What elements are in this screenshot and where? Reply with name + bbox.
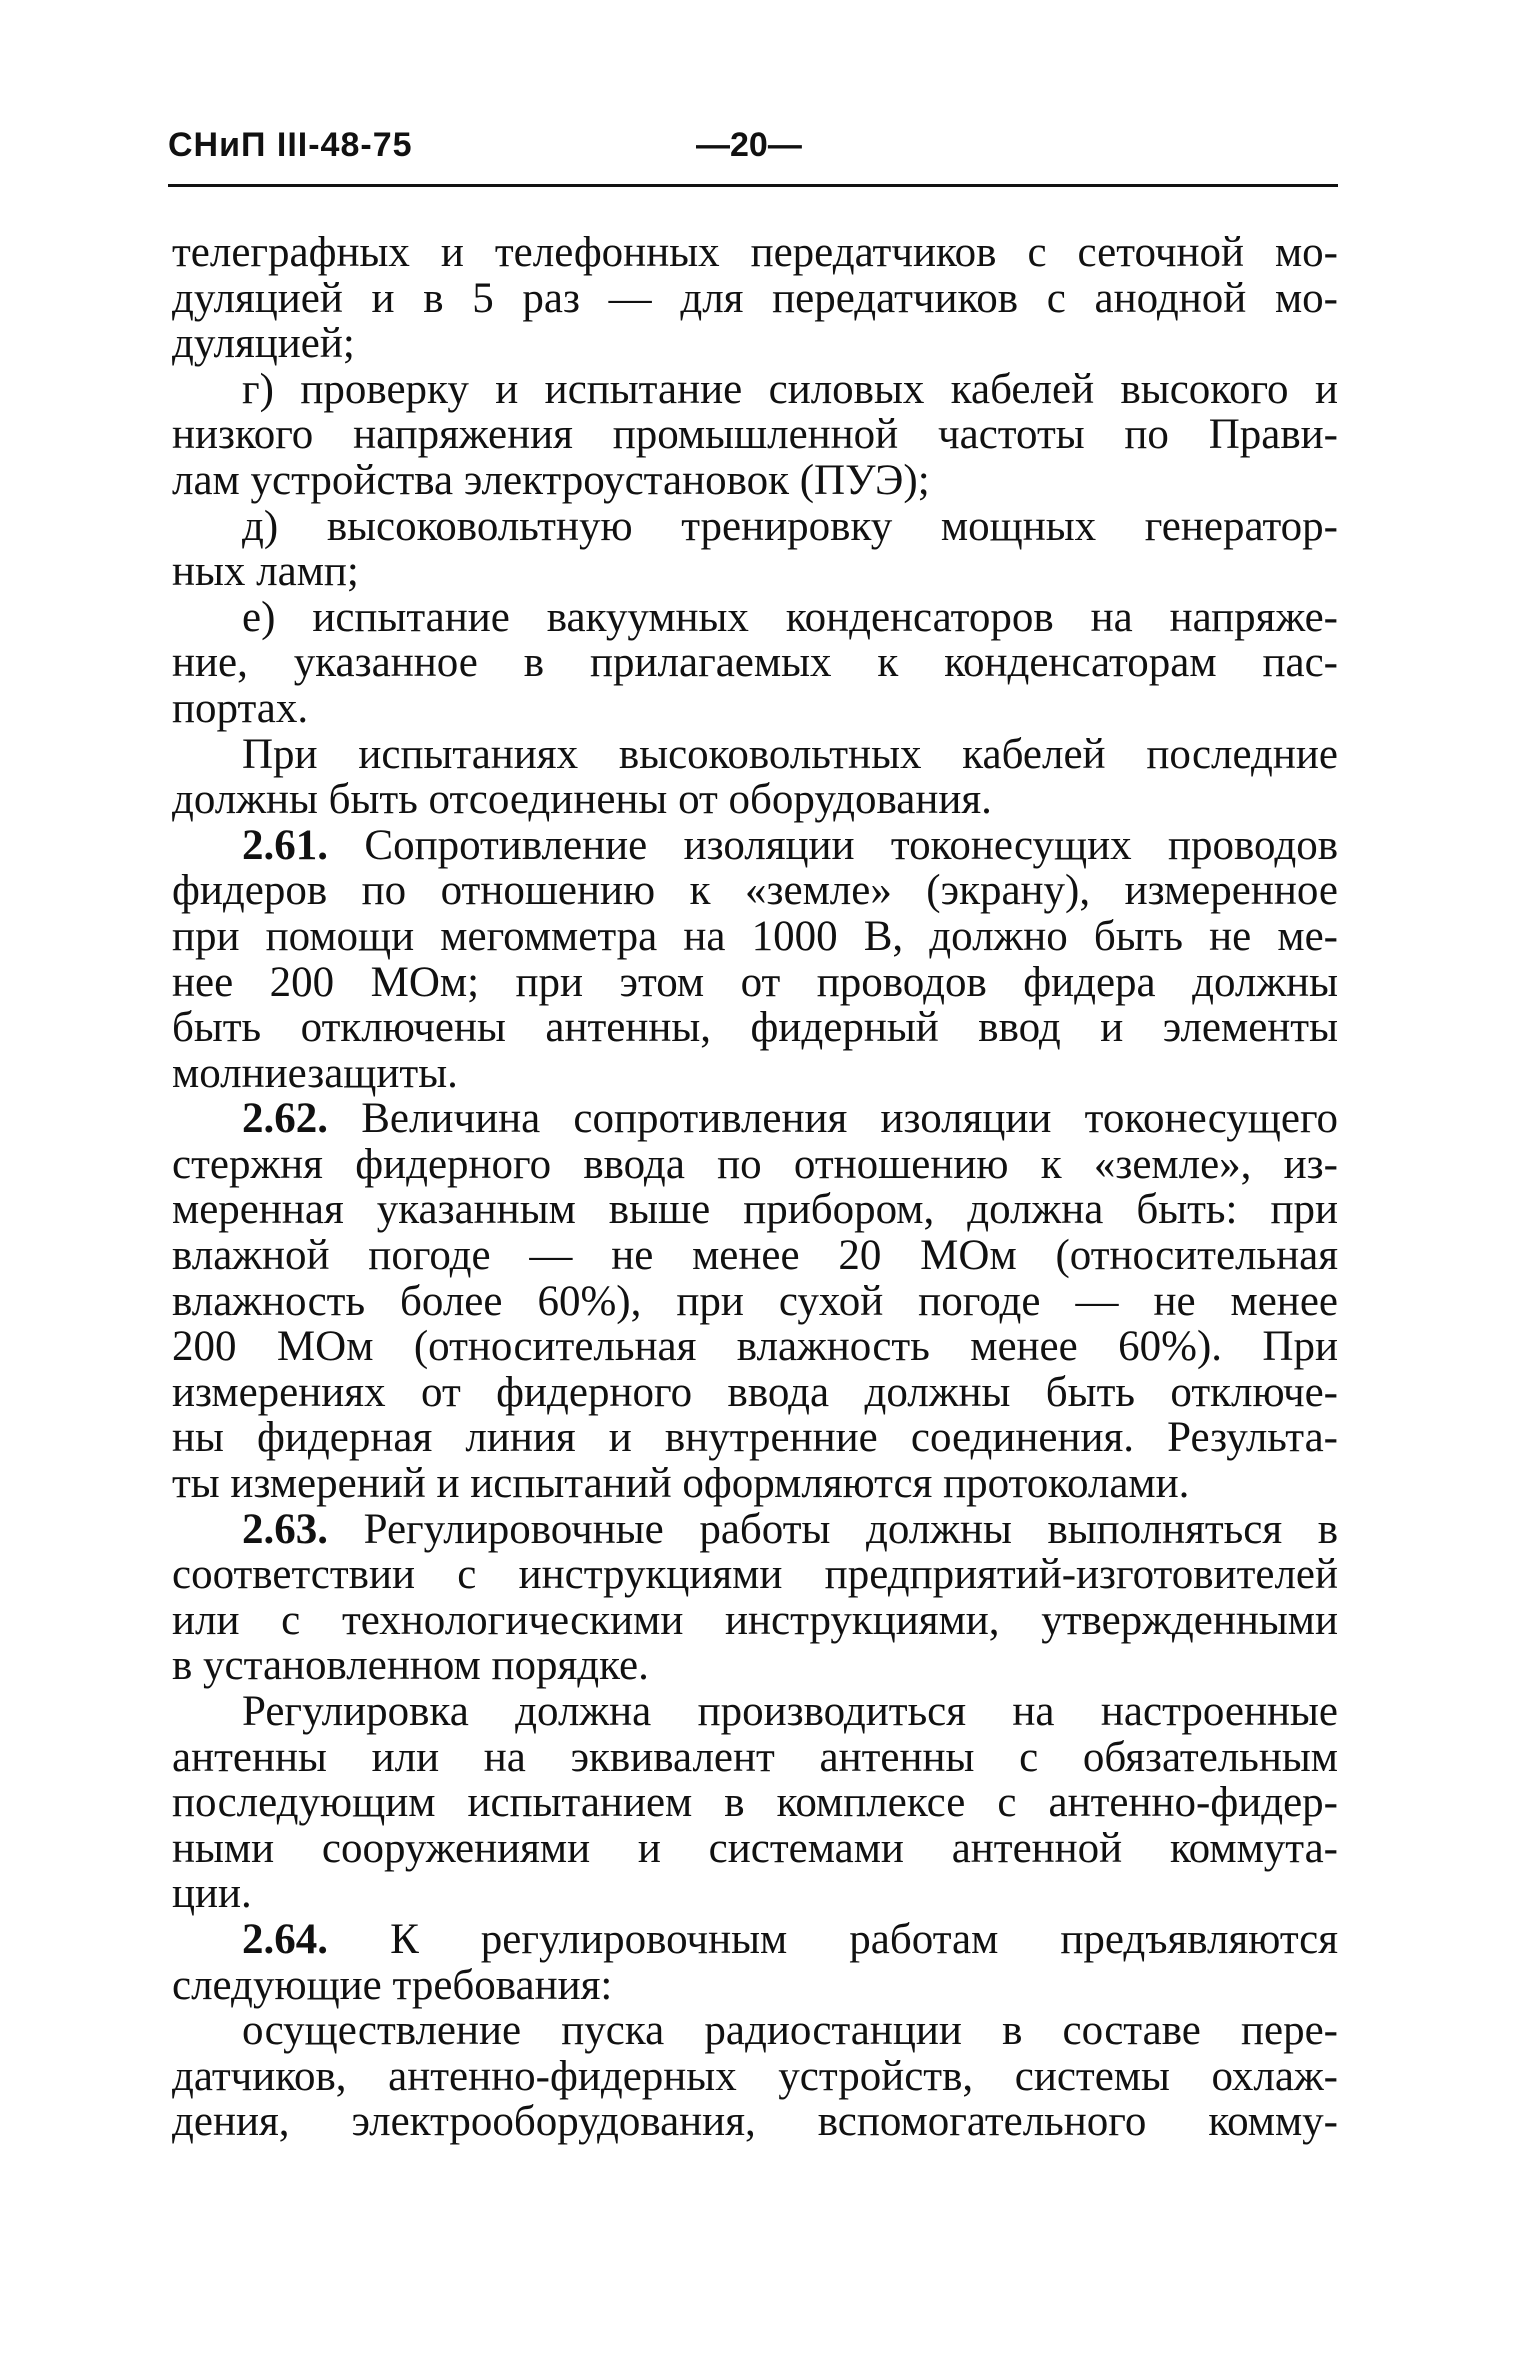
paragraph-number: 2.61.: [242, 821, 328, 869]
text-line: портах.: [172, 684, 309, 732]
text-line: или с технологическими инструкциями, утвержденными: [172, 1596, 1338, 1644]
text-line: ны фидерная линия и внутренние соединения. Результа-: [172, 1414, 1338, 1462]
text-line: Величина сопротивления изоляции токонесущего: [361, 1095, 1339, 1143]
text-line: дуляцией и в 5 раз — для передатчиков с анодной мо-: [172, 274, 1338, 322]
paragraph-2-61-first-line: [172, 823, 1338, 869]
text-line: нее 200 МОм; при этом от проводов фидера должны: [172, 958, 1338, 1006]
text-line: фидеров по отношению к «земле» (экрану), измеренное: [172, 867, 1338, 915]
text-line: соответствии с инструкциями предприятий-изготовителей: [172, 1551, 1338, 1599]
text-line: следующие требования:: [172, 1961, 613, 2009]
paragraph-number: 2.62.: [242, 1095, 328, 1143]
text-line: ты измерений и испытаний оформляются протоколами.: [172, 1460, 1190, 1508]
paragraph-number: 2.63.: [242, 1505, 328, 1553]
paragraph-2-63-first-line: [172, 1507, 1338, 1553]
text-line: быть отключены антенны, фидерный ввод и элементы: [172, 1004, 1338, 1052]
paragraph-2-64-first-line: [172, 1917, 1338, 1963]
text-line: меренная указанным выше прибором, должна быть: при: [172, 1186, 1338, 1234]
text-line: молниезащиты.: [172, 1049, 458, 1097]
text-line: Сопротивление изоляции токонесущих проводов: [364, 821, 1338, 869]
text-line: ние, указанное в прилагаемых к конденсаторам пас-: [172, 639, 1338, 687]
text-line: должны быть отсоединены от оборудования.: [172, 776, 992, 824]
text-line: при помощи мегомметра на 1000 В, должно быть не ме-: [172, 912, 1338, 960]
text-line: г) проверку и испытание силовых кабелей высокого и: [242, 365, 1338, 413]
body-text: [172, 230, 1338, 2145]
text-line: последующим испытанием в комплексе с антенно-фидер-: [172, 1779, 1338, 1827]
text-line: Регулировочные работы должны выполняться в: [363, 1505, 1339, 1553]
text-line: телеграфных и телефонных передатчиков с сеточной мо-: [172, 229, 1338, 276]
text-line: измерениях от фидерного ввода должны быть отключе-: [172, 1368, 1338, 1416]
text-line: влажной погоде — не менее 20 МОм (относительная: [172, 1232, 1338, 1280]
text-line: ции.: [172, 1870, 252, 1918]
paragraph-number: 2.64.: [242, 1915, 328, 1963]
text-line: д) высоковольтную тренировку мощных генератор-: [242, 502, 1338, 550]
text-line: дуляцией;: [172, 320, 355, 368]
text-line: е) испытание вакуумных конденсаторов на напряже-: [242, 593, 1338, 641]
text-line: ных ламп;: [172, 548, 359, 596]
document-code: СНиП III-48-75: [168, 126, 413, 164]
text-line: дения, электрооборудования, вспомогательного комму-: [172, 2098, 1338, 2146]
text-line: лам устройства электроустановок (ПУЭ);: [172, 456, 930, 504]
page-header: [168, 126, 1338, 186]
header-divider: [168, 184, 1338, 187]
text-line: 200 МОм (относительная влажность менее 60%). При: [172, 1323, 1338, 1371]
text-line: осуществление пуска радиостанции в составе пере-: [242, 2007, 1338, 2055]
text-line: Регулировка должна производиться на настроенные: [242, 1688, 1338, 1735]
text-line: датчиков, антенно-фидерных устройств, системы охлаж-: [172, 2052, 1338, 2100]
text-line: ными сооружениями и системами антенной коммута-: [172, 1824, 1338, 1872]
text-line: К регулировочным работам предъявляются: [390, 1915, 1338, 1963]
page-number: —20—: [696, 126, 802, 164]
text-line: низкого напряжения промышленной частоты по Прави-: [172, 411, 1338, 459]
text-line: При испытаниях высоковольтных кабелей последние: [242, 730, 1338, 778]
text-line: в установленном порядке.: [172, 1642, 649, 1690]
text-line: влажность более 60%), при сухой погоде — не менее: [172, 1277, 1338, 1325]
text-line: стержня фидерного ввода по отношению к «земле», из-: [172, 1140, 1338, 1188]
text-line: антенны или на эквивалент антенны с обязательным: [172, 1733, 1338, 1781]
paragraph-2-62-first-line: [172, 1096, 1338, 1142]
